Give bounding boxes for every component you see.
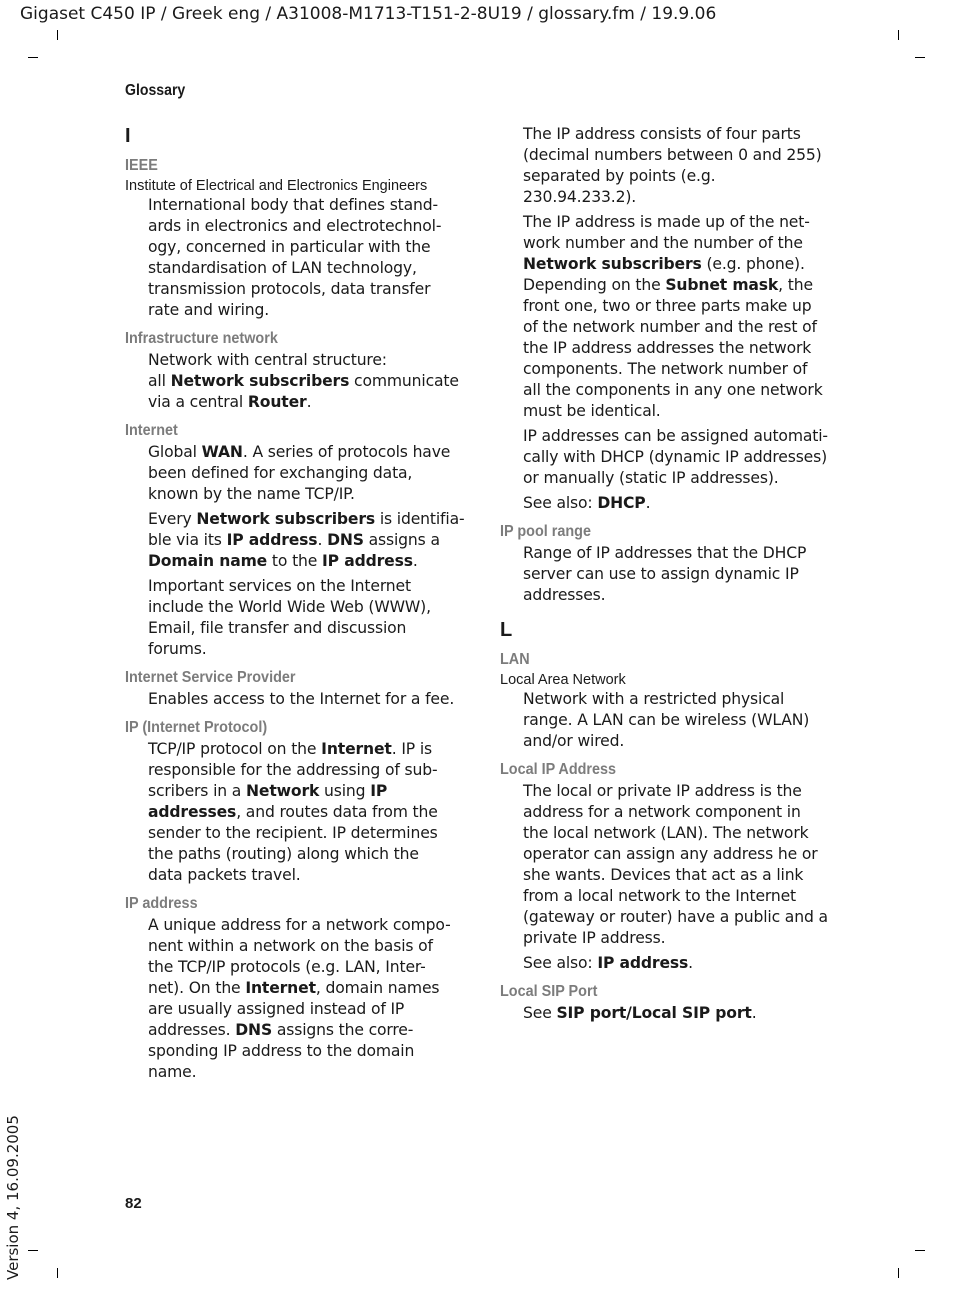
cross-reference: Router	[247, 393, 307, 411]
definition: TCP/IP protocol on the Internet. IP is responsible for the addressing of sub- scribers in a Network using IP addresses, and routes data from the sender to the recipient. IP determines the paths (routing) along which the data packets travel.	[148, 740, 438, 884]
definition: The local or private IP address is the address for a network component in the local network (LAN). The network operator can assign any address he or she wants. Devices that act as a link from a local network to the Internet (gateway or router) have a public and a private IP address.	[523, 782, 828, 947]
crop-mark	[898, 30, 899, 40]
entry-lan	[500, 651, 838, 752]
term-heading: Infrastructure network	[125, 330, 278, 347]
cross-reference: Network subscribers	[523, 255, 702, 273]
entry-internet-service-provider	[125, 669, 463, 710]
crop-mark	[28, 57, 38, 58]
definition: A unique address for a network compo- nent within a network on the basis of the TCP/IP protocols (e.g. LAN, Inter- net). On the Internet, domain names are usually assigned instead of IP addresses. DNS assigns the corre- sponding IP address to the domain name.	[148, 916, 451, 1081]
crop-mark	[57, 30, 58, 40]
cross-reference: IP address	[226, 531, 318, 549]
entry-infrastructure-network	[125, 330, 463, 413]
cross-reference: Network	[246, 782, 320, 800]
definition: IP addresses can be assigned automati- cally with DHCP (dynamic IP addresses) or manually (static IP addresses).	[523, 427, 828, 487]
cross-reference: Domain name	[148, 552, 268, 570]
cross-reference: Internet	[245, 979, 316, 997]
term-heading: Local SIP Port	[500, 983, 598, 1000]
cross-reference: addresses	[148, 803, 237, 821]
term-heading: IEEE	[125, 157, 158, 174]
term-heading: IP (Internet Protocol)	[125, 719, 268, 736]
entry-ip-address-continued	[500, 124, 838, 514]
term-heading: IP pool range	[500, 523, 591, 540]
term-heading: LAN	[500, 651, 530, 668]
cross-reference: WAN	[201, 443, 243, 461]
crop-mark	[898, 1268, 899, 1278]
entry-ip-internet-protocol	[125, 719, 463, 886]
section-letter-l: L	[500, 619, 513, 641]
cross-reference: DNS	[327, 531, 364, 549]
definition: Every Network subscribers is identifia- ble via its IP address. DNS assigns a Domain name to the IP address.	[148, 510, 465, 570]
cross-reference: Network subscribers	[196, 510, 376, 528]
crop-mark	[915, 1250, 925, 1251]
term-heading: IP address	[125, 895, 198, 912]
left-column	[125, 124, 463, 1087]
cross-reference: IP address	[597, 954, 689, 972]
definition: Global WAN. A series of protocols have been defined for exchanging data, known by the name TCP/IP.	[148, 443, 451, 503]
definition: Important services on the Internet include the World Wide Web (WWW), Email, file transfer and discussion forums.	[148, 577, 431, 658]
definition: See SIP port/Local SIP port.	[523, 1004, 757, 1022]
entry-local-ip-address	[500, 761, 838, 974]
term-heading: Internet Service Provider	[125, 669, 296, 686]
crop-mark	[28, 1250, 38, 1251]
term-heading: Internet	[125, 422, 178, 439]
cross-reference: Subnet mask	[665, 276, 779, 294]
definition: Network with central structure: all Network subscribers communicate via a central Router.	[148, 351, 459, 411]
term-expansion: Institute of Electrical and Electronics Engineers	[125, 178, 428, 194]
entry-ip-pool-range	[500, 523, 838, 606]
right-column	[500, 124, 838, 1028]
document-info-line: Gigaset C450 IP / Greek eng / A31008-M1713-T151-2-8U19 / glossary.fm / 19.9.06	[20, 4, 717, 24]
version-stamp: Version 4, 16.09.2005	[4, 1115, 22, 1280]
crop-mark	[57, 1268, 58, 1278]
cross-reference: Network subscribers	[170, 372, 350, 390]
entry-local-sip-port	[500, 983, 838, 1024]
running-head: Glossary	[125, 82, 186, 99]
see-also: See also: DHCP.	[523, 494, 651, 512]
entry-internet	[125, 422, 463, 660]
cross-reference: IP	[370, 782, 388, 800]
entry-ieee	[125, 157, 463, 321]
page-number: 82	[125, 1195, 142, 1212]
crop-mark	[915, 57, 925, 58]
section-letter-i: I	[125, 125, 131, 147]
definition: The IP address is made up of the net- work number and the number of the Network subscribers (e.g. phone). Depending on the Subnet mask, the front one, two or three parts make up of the network number and the rest of the IP address addresses the network components. The network number of all the components in any one network must be identical.	[523, 213, 823, 420]
cross-reference: IP address	[322, 552, 413, 570]
see-also: See also: IP address.	[523, 954, 693, 972]
term-heading: Local IP Address	[500, 761, 617, 778]
cross-reference: SIP port/Local SIP port	[556, 1004, 752, 1022]
cross-reference: DNS	[235, 1021, 273, 1039]
term-expansion: Local Area Network	[500, 672, 626, 688]
entry-ip-address	[125, 895, 463, 1083]
definition: Network with a restricted physical range. A LAN can be wireless (WLAN) and/or wired.	[523, 690, 810, 750]
definition: International body that defines stand- ards in electronics and electrotechnol- ogy, concerned in particular with the standardisation of LAN technology, transmission protocols, data transfer rate and wiring.	[148, 196, 442, 319]
cross-reference: Internet	[321, 740, 392, 758]
cross-reference: DHCP	[597, 494, 646, 512]
definition: Range of IP addresses that the DHCP server can use to assign dynamic IP addresses.	[523, 544, 807, 604]
definition: Enables access to the Internet for a fee.	[148, 690, 455, 708]
definition: The IP address consists of four parts (decimal numbers between 0 and 255) separated by points (e.g. 230.94.233.2).	[523, 125, 822, 206]
